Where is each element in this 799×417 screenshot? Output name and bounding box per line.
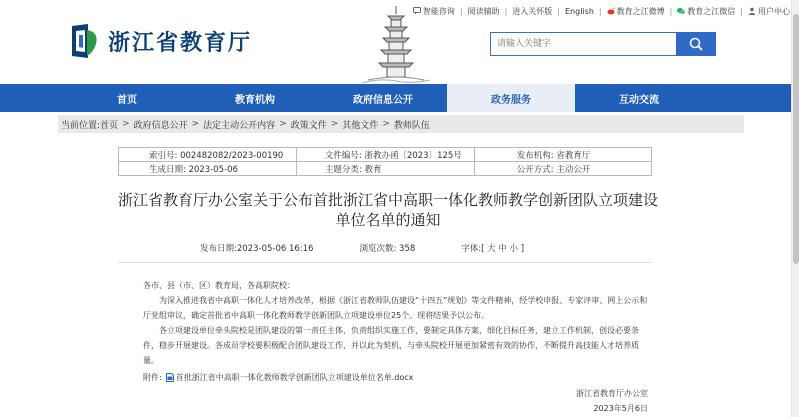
publish-date: 发布日期:2023-05-06 16:16 <box>200 244 314 254</box>
meta-issuer: 发布机构: 省教育厅 <box>474 148 651 162</box>
attachment-link[interactable]: 首批浙江省中高职一体化教师教学创新团队立项建设单位名单.docx <box>175 373 414 382</box>
search-button[interactable] <box>676 32 716 56</box>
site-logo[interactable] <box>68 22 252 60</box>
toplink-reading-aid[interactable]: 阅读辅助 <box>467 6 500 16</box>
toplink-weibo[interactable]: 教育之江微博 <box>602 6 670 17</box>
nav-item-interaction[interactable]: 互动交流 <box>619 94 659 106</box>
logo-emblem-icon <box>68 22 100 60</box>
document-meta-table <box>118 147 652 176</box>
nav-item-gov-services[interactable]: 政务服务 <box>447 84 575 112</box>
paragraph-1: 为深入推进我省中高职一体化人才培养改革，根据《浙江省教师队伍建设“十四五”规划》等文件精神，经学校申报、专家评审、网上公示和厅党组审议，确定首批省中高职一体化教师教学创新团队立项建设单位25个。现将结果予以公布。 <box>143 296 648 320</box>
toplink-care-mode[interactable]: 进入关怀版 <box>512 6 553 16</box>
breadcrumb-teachers[interactable]: 教师队伍 <box>393 120 430 131</box>
nav-item-institutions[interactable]: 教育机构 <box>235 94 275 106</box>
toplink-english[interactable]: English <box>565 6 594 16</box>
divider <box>118 262 652 263</box>
meta-category: 主题分类: 教育 <box>296 162 474 176</box>
meta-created: 生成日期: 2023-05-06 <box>119 162 297 176</box>
user-icon <box>748 7 756 15</box>
search-input[interactable] <box>490 32 676 56</box>
weibo-icon <box>607 7 615 15</box>
breadcrumb: 当前位置: 首页 > 政府信息公开 > 法定主动公开内容 > 政策文件 > 其他文件 > 教师队伍 <box>58 115 744 133</box>
meta-index-no: 索引号: 002482082/2023-00190 <box>119 148 297 162</box>
signature-block <box>560 386 648 416</box>
site-name: 浙江省教育厅 <box>108 30 253 56</box>
page-scrollbar[interactable] <box>791 0 799 417</box>
chat-icon <box>413 7 421 15</box>
breadcrumb-policy[interactable]: 政策文件 <box>290 120 327 131</box>
breadcrumb-other[interactable]: 其他文件 <box>342 120 379 131</box>
toplink-user-center[interactable]: 用户中心 <box>743 6 795 17</box>
meta-validity: 公开方式: 主动公开 <box>474 162 651 176</box>
view-count: 浏览次数: 358 <box>359 244 416 254</box>
nav-item-home[interactable]: 首页 <box>117 94 137 106</box>
font-size-switch[interactable]: 字体:[ 大 中 小 ] <box>461 244 525 254</box>
attachment-label: 附件: <box>143 373 162 382</box>
article-title: 浙江省教育厅办公室关于公布首批浙江省中高职一体化教师教学创新团队立项建设单位名单的通知 <box>118 191 659 229</box>
search-icon <box>688 36 704 52</box>
toplink-smart-consult[interactable]: 智能咨询 <box>408 6 460 17</box>
salutation: 各市、县（市、区）教育局，各高职院校： <box>143 281 295 290</box>
paragraph-2: 各立项建设单位牵头院校是团队建设的第一责任主体，负责组织实施工作，要制定具体方案，细化目标任务，建立工作机制，创设必要条件，稳步开展建设。各成员学校要积极配合团队建设工作，并以此为契机，与牵头院校开展更加紧密有效的协作，不断提升高技能人才培养质量。 <box>143 326 639 365</box>
search-bar <box>490 32 716 56</box>
sign-org: 浙江省教育厅办公室 <box>576 389 648 398</box>
toplink-wechat[interactable]: 教育之江微信 <box>672 6 740 17</box>
breadcrumb-home[interactable]: 首页 <box>100 120 119 131</box>
nav-item-gov-info[interactable]: 政府信息公开 <box>353 94 413 106</box>
wechat-icon <box>677 7 685 15</box>
article-info <box>200 242 570 254</box>
article-body <box>143 278 651 368</box>
doc-file-icon <box>166 373 174 382</box>
breadcrumb-gov-info[interactable]: 政府信息公开 <box>133 120 188 131</box>
attachment-row <box>143 372 413 383</box>
breadcrumb-statutory[interactable]: 法定主动公开内容 <box>203 120 276 131</box>
sign-date: 2023年5月6日 <box>593 404 648 413</box>
meta-doc-no: 文件编号: 浙教办函〔2023〕125号 <box>296 148 474 162</box>
main-nav <box>0 84 791 112</box>
breadcrumb-prefix: 当前位置: <box>61 120 101 131</box>
top-utility-links: 智能咨询 | 阅读辅助 | 进入关怀版 | English | 教育之江微博 | 教育之江微信 | 用户中心 <box>409 4 799 18</box>
scrollbar-thumb[interactable] <box>793 14 799 264</box>
